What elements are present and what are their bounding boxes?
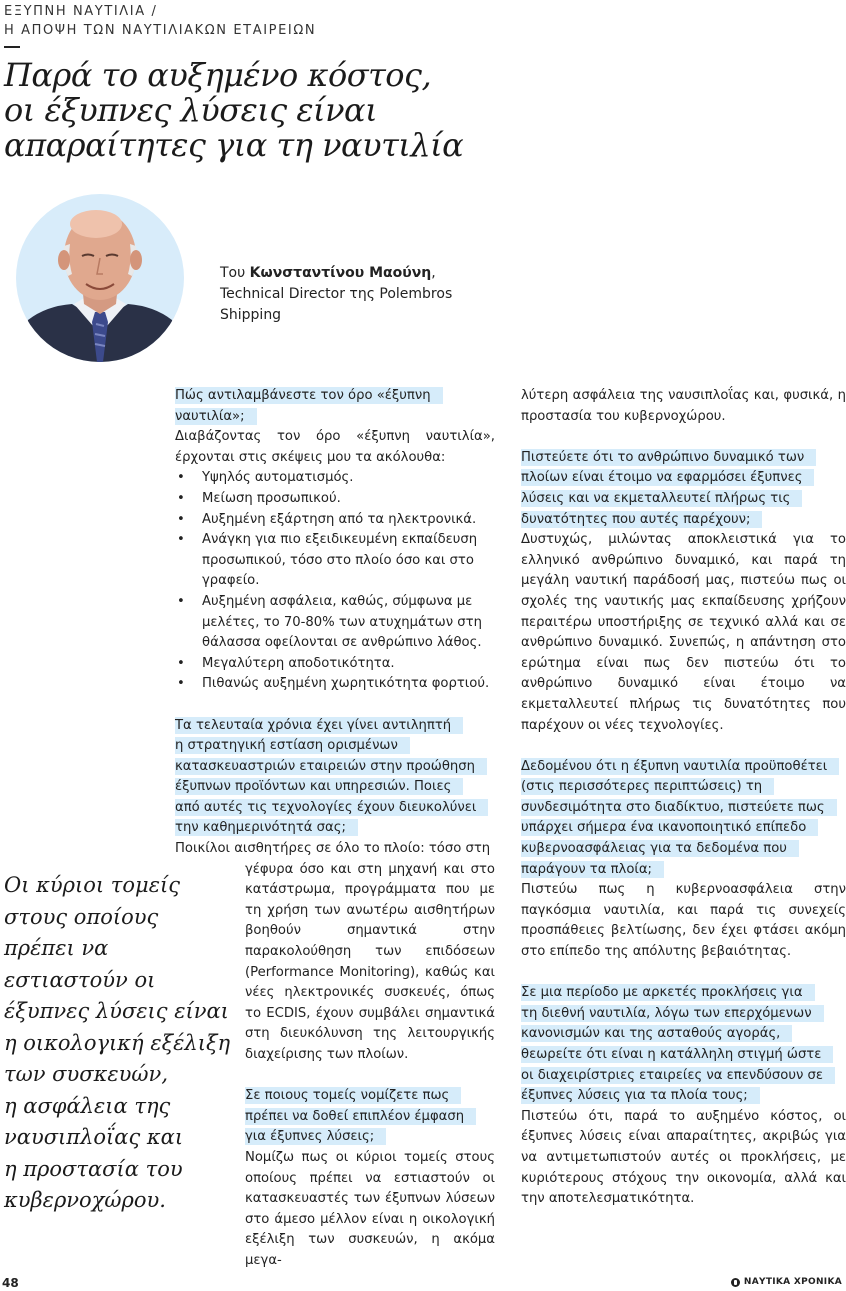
list-item: • Πιθανώς αυξημένη χωρητικότητα φορτιού.: [175, 674, 495, 695]
answer-3: Νομίζω πως οι κύριοι τομείς στους οποίους πρέπει να εστιαστούν οι κατασκευαστές των έξυπνων λύσεων στο άμεσο μέλλον είναι η οικολογική εξέλιξη των συσκευών, η ακόμα μεγα-: [245, 1149, 495, 1268]
list-item: • Μείωση προσωπικού.: [175, 489, 495, 510]
footer-brand: [731, 1277, 842, 1287]
portrait-photo: [16, 194, 184, 362]
question-3: Σε ποιους τομείς νομίζετε πως πρέπει να δοθεί επιπλέον έμφαση για έξυπνες λύσεις;: [175, 1086, 495, 1148]
answer-5: Πιστεύω πως η κυβερνοασφάλεια στην παγκόσμια ναυτιλία, και παρά τις συνεχείς προσπάθειες βελτίωσης, δεν έχει φτάσει ακόμη στο επίπεδο της απόλυτης βεβαιότητας.: [521, 882, 846, 960]
pull-quote: Οι κύριοι τομείς στους οποίους πρέπει να εστιαστούν οι έξυπνες λύσεις είναι η οικολογική εξέλιξη των συσκευών, η ασφάλεια της ναυσιπλοΐας και η προστασία του κυβερνοχώρου.: [4, 873, 231, 1212]
answer-3-continued: λύτερη ασφάλεια της ναυσιπλοΐας και, φυσικά, η προστασία του κυβερνοχώρου.: [521, 388, 846, 424]
list-item: • Αυξημένη εξάρτηση από τα ηλεκτρονικά.: [175, 510, 495, 531]
author-role: Technical Director της Polembros: [220, 286, 453, 302]
title-line-3: απαραίτητες για τη ναυτιλία: [4, 126, 464, 164]
author-name: Κωνσταντίνου Μαούνη: [249, 265, 432, 281]
question-1: Πώς αντιλαμβάνεστε τον όρο «έξυπνη ναυτιλία»;: [175, 386, 495, 427]
kicker-line-2: Η ΑΠΟΨΗ ΤΩΝ ΝΑΥΤΙΛΙΑΚΩΝ ΕΤΑΙΡΕΙΩΝ: [4, 23, 317, 38]
author-company: Shipping: [220, 307, 282, 323]
article-column-2: [521, 386, 846, 1210]
kicker-divider: [4, 46, 20, 48]
question-4: Πιστεύετε ότι το ανθρώπινο δυναμικό των πλοίων είναι έτοιμο να εφαρμόσει έξυπνες λύσεις και να εκμεταλλευτεί πλήρως τις δυνατότητες που αυτές παρέχουν;: [521, 448, 846, 530]
answer-6: Πιστεύω ότι, παρά το αυξημένο κόστος, οι έξυπνες λύσεις είναι απαραίτητες, ακριβώς για να αντιμετωπιστούν αυτές οι προκλήσεις, με κυριότερους στόχους την οικονομία, αλλά και την αποτελεσματικότητα.: [521, 1108, 846, 1207]
question-6: Σε μια περίοδο με αρκετές προκλήσεις για τη διεθνή ναυτιλία, λόγω των επερχόμενων κανονισμών και της ασταθούς αγοράς, θεωρείτε ότι είναι η κατάλληλη στιγμή ώστε οι διαχειρίστριες εταιρείες να επενδύσουν σε έξυπνες λύσεις για τα πλοία τους;: [521, 983, 846, 1107]
answer-4: Δυστυχώς, μιλώντας αποκλειστικά για το ελληνικό ανθρώπινο δυναμικό, και παρά τη μεγάλη ναυτική παράδοσή μας, πιστεύω πως οι σχολές της ναυτικής μας εκπαίδευσης χρήζουν περαιτέρω υποστήριξης σε τεχνικό αλλά και σε ανθρώπινο δυναμικό. Συνεπώς, η απάντηση στο ερώτημα είναι πως δεν πιστεύω ότι το ανθρώπινο δυναμικό είναι έτοιμο να εκμεταλλευτεί πλήρως τις δυνατότητες που παρέχουν οι νέες τεχνολογίες.: [521, 532, 846, 733]
answer-1-intro: Διαβάζοντας τον όρο «έξυπνη ναυτιλία», έρχονται στις σκέψεις μου τα ακόλουθα:: [175, 429, 495, 465]
list-item: • Υψηλός αυτοματισμός.: [175, 468, 495, 489]
bullet-list: [175, 468, 495, 695]
page-title: [4, 58, 504, 163]
title-line-2: οι έξυπνες λύσεις είναι: [4, 91, 378, 129]
kicker-line-1: ΕΞΥΠΝΗ ΝΑΥΤΙΛΙΑ /: [4, 4, 158, 19]
list-item: • Μεγαλύτερη αποδοτικότητα.: [175, 654, 495, 675]
question-5: Δεδομένου ότι η έξυπνη ναυτιλία προϋποθέτει (στις περισσότερες περιπτώσεις) τη συνδεσιμότητα στο διαδίκτυο, πιστεύετε πως υπάρχει σήμερα ένα ικανοποιητικό επίπεδο κυβερνοασφάλειας για τα δεδομένα που παράγουν τα πλοία;: [521, 757, 846, 881]
page-number: 48: [2, 1276, 19, 1290]
brand-name: ΝΑΥΤΙΚΑ ΧΡΟΝΙΚΑ: [743, 1277, 842, 1287]
question-2: Τα τελευταία χρόνια έχει γίνει αντιληπτή η στρατηγική εστίαση ορισμένων κατασκευαστριών εταιρειών στην προώθηση έξυπνων προϊόντων και υπηρεσιών. Ποιες από αυτές τις τεχνολογίες έχουν διευκολύνει την καθημερινότητά σας;: [175, 716, 495, 840]
answer-2: γέφυρα όσο και στη μηχανή και στο κατάστρωμα, προγράμματα που με τη χρήση των ανωτέρω αισθητήρων βοηθούν σημαντικά στην παρακολούθηση των επιδόσεων (Performance Monitoring), καθώς και νέες ηλεκτρονικές συσκευές, όπως το ECDIS, έχουν συμβάλει σημαντικά στη διευκόλυνση της λειτουργικής διαχείρισης των πλοίων.: [245, 861, 495, 1062]
article-column-1: [175, 386, 495, 1272]
answer-2-first-line: Ποικίλοι αισθητήρες σε όλο το πλοίο: τόσο στη: [175, 841, 491, 857]
list-item: • Ανάγκη για πιο εξειδικευμένη εκπαίδευση προσωπικού, τόσο στο πλοίο όσο και στο γραφείο.: [175, 530, 495, 592]
brand-logo-icon: [731, 1278, 740, 1287]
section-kicker: [4, 2, 316, 40]
list-item: • Αυξημένη ασφάλεια, καθώς, σύμφωνα με μελέτες, το 70-80% των ατυχημάτων στη θάλασσα οφείλονται σε ανθρώπινο λάθος.: [175, 592, 495, 654]
title-line-1: Παρά το αυξημένο κόστος,: [4, 56, 432, 94]
author-byline: Του Κωνσταντίνου Μαούνη, Technical Director της Polembros Shipping: [220, 263, 452, 326]
